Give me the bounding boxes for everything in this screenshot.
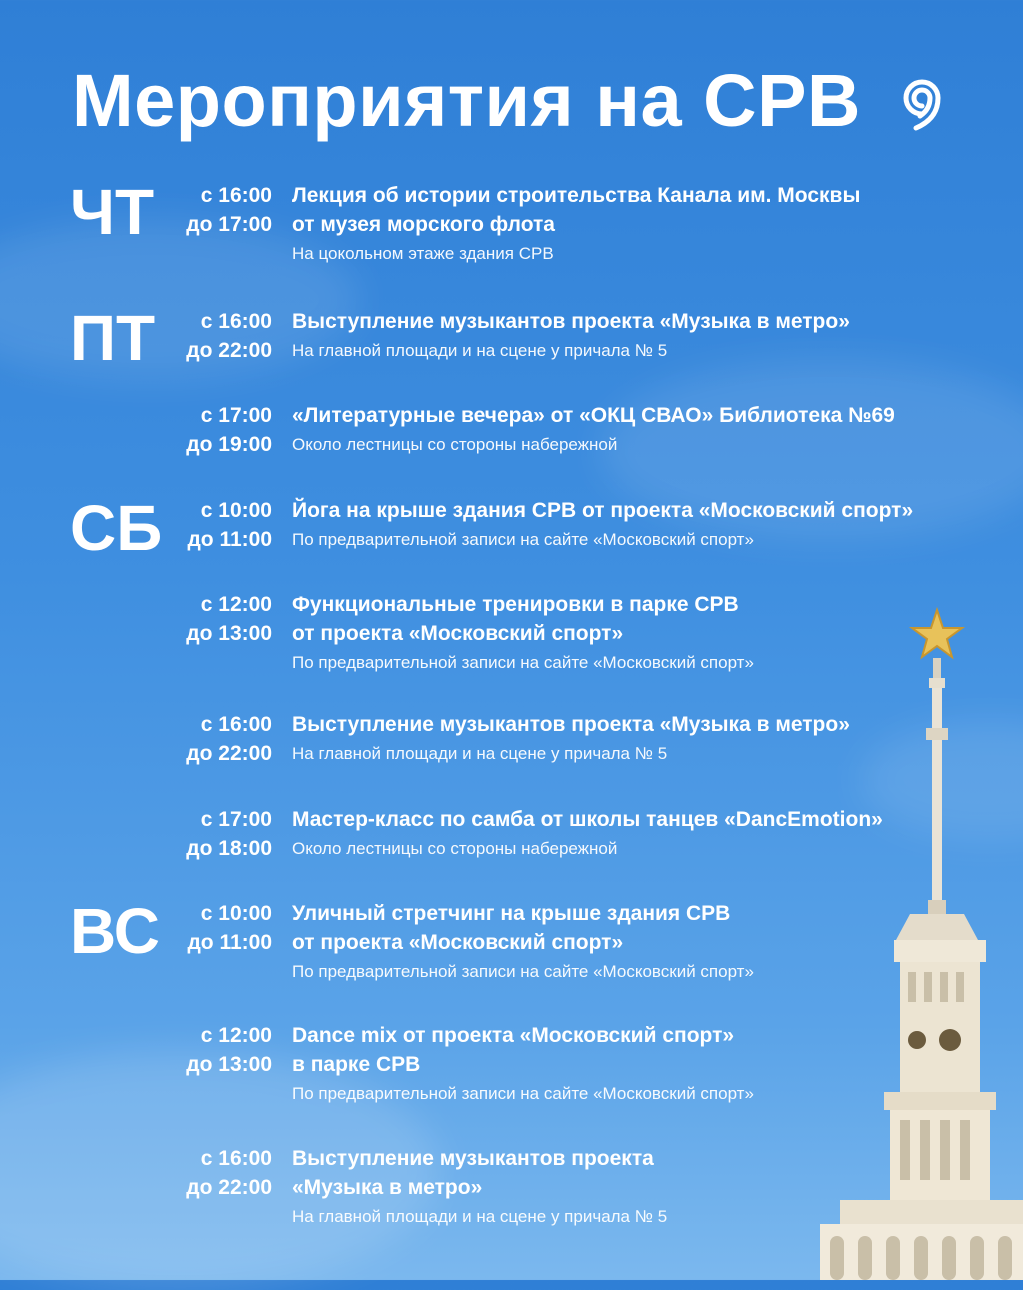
star-icon [912, 610, 962, 657]
page-title: Мероприятия на СРВ [72, 59, 861, 142]
event-end-time: до 11:00 [187, 931, 272, 954]
event-location: По предварительной записи на сайте «Московский спорт» [292, 530, 754, 549]
day-label-sun: ВС [70, 895, 160, 967]
event-location: На главной площади и на сцене у причала № 5 [292, 341, 668, 360]
event-title-line: «Музыка в метро» [292, 1176, 483, 1199]
event-time [70, 307, 272, 365]
event-end-time: до 11:00 [187, 528, 272, 551]
event-location: По предварительной записи на сайте «Московский спорт» [292, 1084, 754, 1103]
event-title-line: от музея морского флота [292, 213, 555, 236]
event-end-time: до 13:00 [186, 1053, 272, 1076]
day-label-sat: СБ [70, 492, 163, 564]
event-start-time: с 10:00 [200, 499, 272, 522]
event-title-line: в парке СРВ [292, 1053, 421, 1076]
event-location: Около лестницы со стороны набережной [292, 435, 618, 454]
event-title-line: Выступление музыкантов проекта «Музыка в метро» [292, 310, 850, 333]
event-start-time: с 16:00 [200, 1147, 272, 1170]
event-title-line: «Литературные вечера» от «ОКЦ СВАО» Библиотека №69 [292, 404, 895, 427]
day-label-thu: ЧТ [70, 176, 155, 248]
event-start-time: с 17:00 [200, 808, 272, 831]
event-details [292, 401, 972, 458]
event-time [70, 401, 272, 459]
event-time [70, 1144, 272, 1202]
event-title-line: Выступление музыкантов проекта «Музыка в метро» [292, 713, 850, 736]
event-location: На главной площади и на сцене у причала № 5 [292, 1207, 668, 1226]
event-end-time: до 22:00 [186, 339, 272, 362]
event-details [292, 181, 972, 267]
event-end-time: до 18:00 [186, 837, 272, 860]
river-station-tower-illustration [800, 600, 1023, 1280]
event-location: По предварительной записи на сайте «Московский спорт» [292, 653, 754, 672]
event-location: По предварительной записи на сайте «Московский спорт» [292, 962, 754, 981]
day-label-fri: ПТ [70, 302, 156, 374]
event-start-time: с 16:00 [200, 184, 272, 207]
event-start-time: с 17:00 [200, 404, 272, 427]
event-location: На главной площади и на сцене у причала № 5 [292, 744, 668, 763]
event-time [70, 899, 272, 957]
event-title-line: Мастер-класс по самба от школы танцев «DancEmotion» [292, 808, 883, 831]
event-title-line: Уличный стретчинг на крыше здания СРВ [292, 902, 731, 925]
event-start-time: с 16:00 [200, 310, 272, 333]
event-time [70, 710, 272, 768]
event-location: Около лестницы со стороны набережной [292, 839, 618, 858]
event-title-line: Функциональные тренировки в парке СРВ [292, 593, 739, 616]
event-end-time: до 19:00 [186, 433, 272, 456]
event-end-time: до 22:00 [186, 1176, 272, 1199]
event-start-time: с 10:00 [200, 902, 272, 925]
event-start-time: с 16:00 [200, 713, 272, 736]
event-title-line: Dance mix от проекта «Московский спорт» [292, 1024, 735, 1047]
event-title-line: от проекта «Московский спорт» [292, 622, 624, 645]
event-time [70, 1021, 272, 1079]
event-start-time: с 12:00 [200, 593, 272, 616]
number-9-logo-icon [894, 72, 950, 132]
event-location: На цокольном этаже здания СРВ [292, 244, 554, 263]
event-title-line: Лекция об истории строительства Канала им. Москвы [292, 184, 861, 207]
event-title-line: Йога на крыше здания СРВ от проекта «Московский спорт» [292, 499, 914, 522]
event-title-line: Выступление музыкантов проекта [292, 1147, 654, 1170]
event-time [70, 805, 272, 863]
event-details [292, 307, 972, 364]
event-end-time: до 13:00 [186, 622, 272, 645]
event-title-line: от проекта «Московский спорт» [292, 931, 624, 954]
event-end-time: до 17:00 [186, 213, 272, 236]
event-start-time: с 12:00 [200, 1024, 272, 1047]
event-time [70, 590, 272, 648]
event-time [70, 181, 272, 239]
event-end-time: до 22:00 [186, 742, 272, 765]
event-time [70, 496, 272, 554]
event-details [292, 496, 972, 553]
